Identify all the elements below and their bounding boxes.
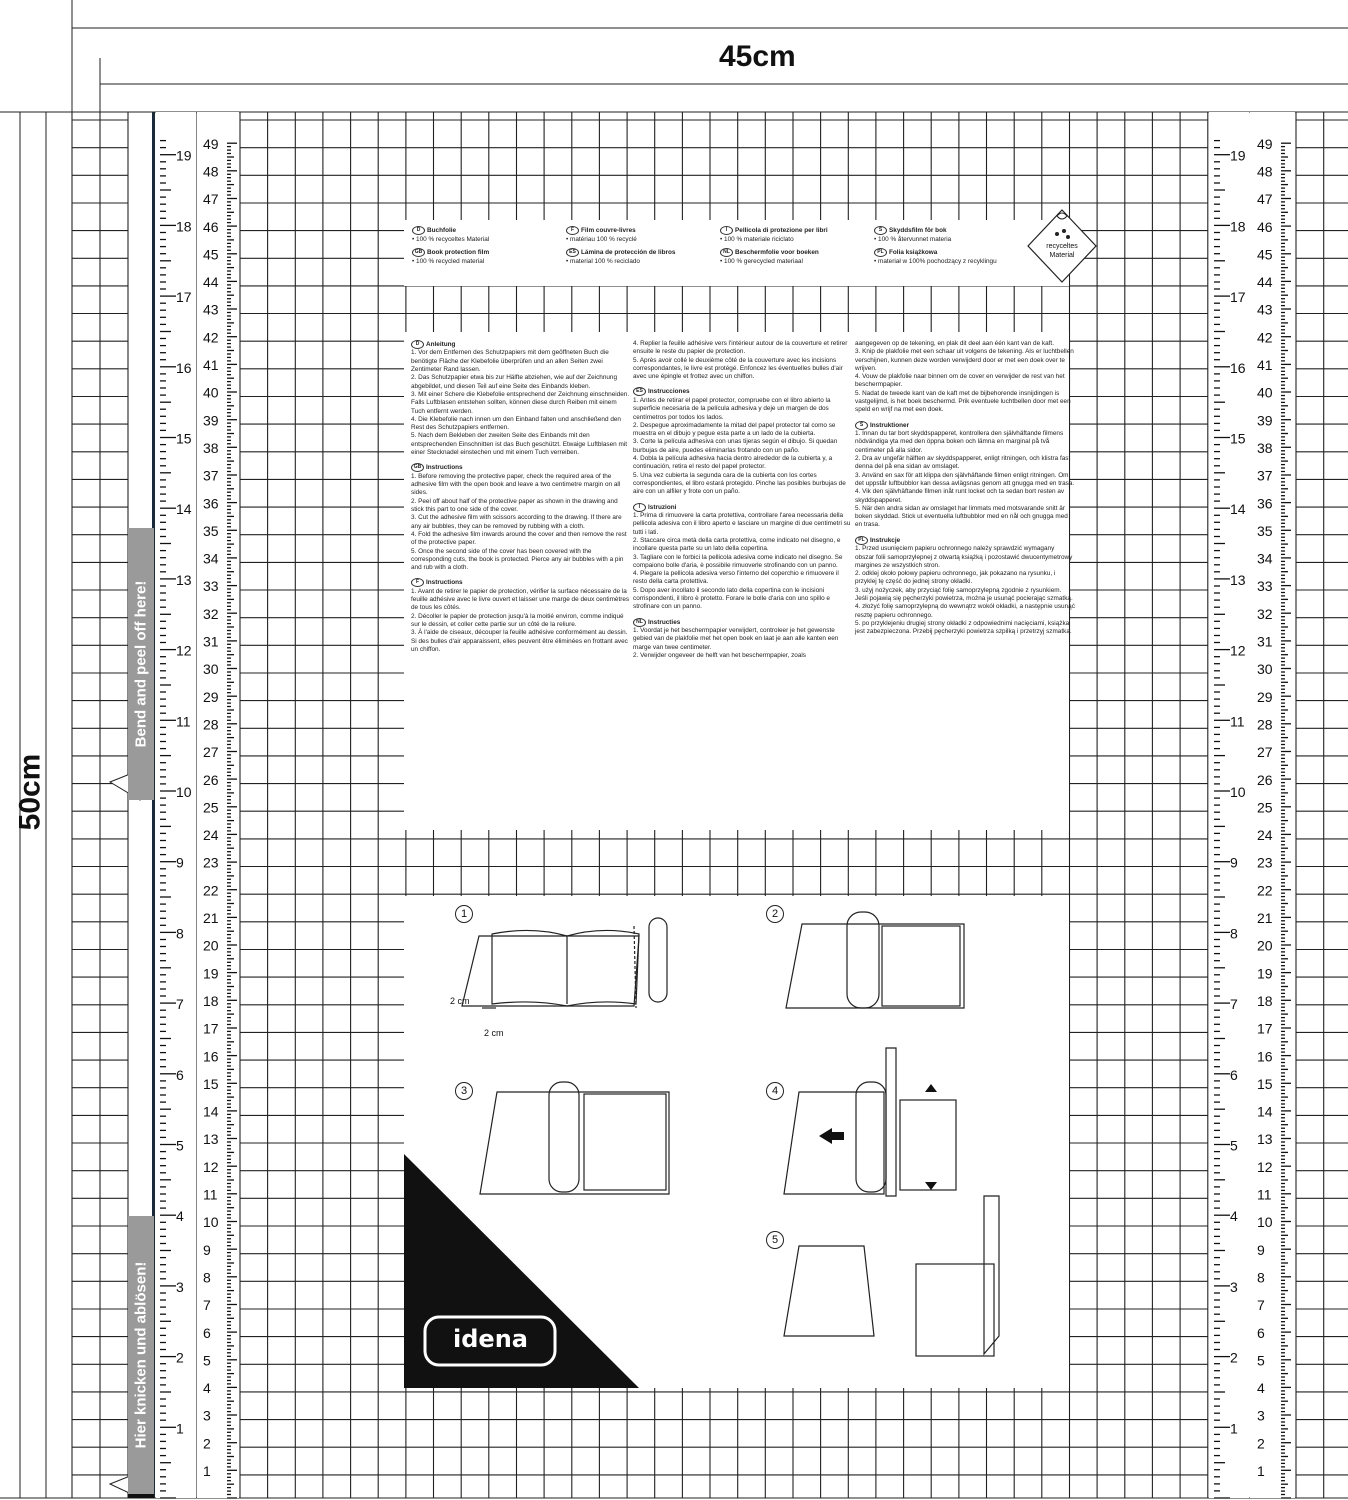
cm-tick-label: 19 [176,147,192,164]
unit-tick-label: 3 [203,1407,211,1424]
product-detail: • matériau 100 % recyclé [566,235,637,243]
product-name-nl [720,248,819,266]
instruction-section [411,578,631,654]
step-2-illustration [786,912,964,1008]
unit-tick-label: 21 [203,910,219,926]
unit-tick-label: 9 [203,1241,211,1258]
instruction-section [855,340,1075,415]
cm-tick-label: 17 [1230,289,1246,306]
margin-label-side: 2 cm [450,996,470,1006]
instruction-title: Instructions [426,579,463,587]
unit-tick-label: 15 [1257,1075,1273,1092]
cm-tick-label: 1 [176,1420,184,1437]
unit-tick-label: 22 [1257,882,1273,899]
unit-tick-label: 32 [203,605,219,622]
unit-tick-label: 25 [1257,799,1273,816]
unit-tick-label: 40 [1257,384,1273,401]
unit-tick-label: 7 [203,1297,211,1314]
instructions-column-1 [411,340,631,654]
unit-tick-label: 1 [1257,1463,1265,1479]
step-5-illustration [784,1196,999,1356]
cm-tick-label: 14 [176,501,192,518]
unit-tick-label: 22 [203,882,219,899]
product-detail: • materiał w 100% pochodzący z recyklingu [874,257,997,265]
product-detail: • 100 % materiale riciclato [720,235,794,243]
language-badge: F [566,226,579,235]
language-badge: D [412,226,425,235]
unit-tick-label: 26 [203,771,219,788]
unit-tick-label: 37 [203,467,219,484]
cm-tick-label: 11 [1230,713,1245,730]
step-1-illustration [462,918,667,1008]
unit-tick-label: 20 [203,937,219,954]
cm-tick-label: 13 [1230,571,1246,588]
language-badge: I [720,226,733,235]
brand-logo [423,1315,558,1367]
step-1-number: 1 [455,905,473,923]
unit-tick-label: 31 [203,633,219,650]
unit-tick-label: 3 [1257,1407,1265,1424]
unit-tick-label: 47 [1257,191,1273,208]
unit-tick-label: 2 [203,1435,211,1452]
unit-tick-label: 46 [1257,218,1273,235]
product-detail: • material 100 % reciclado [566,257,640,265]
step-4-illustration [784,1048,956,1196]
unit-tick-label: 4 [203,1380,211,1396]
unit-tick-label: 5 [203,1352,211,1369]
unit-tick-label: 10 [1257,1214,1273,1231]
instructions-column-3 [855,340,1075,636]
step-5-number: 5 [766,1231,784,1249]
unit-tick-label: 44 [203,274,219,290]
unit-tick-label: 11 [1257,1186,1272,1203]
language-badge: PL [855,536,868,545]
cm-tick-label: 8 [176,925,184,942]
cm-tick-label: 5 [176,1137,184,1154]
unit-tick-label: 42 [1257,329,1273,346]
step-3-number: 3 [455,1082,473,1100]
unit-tick-label: 30 [1257,661,1273,678]
language-badge: GB [411,463,424,472]
language-badge: ES [633,387,646,396]
unit-tick-label: 7 [1257,1297,1265,1314]
unit-tick-label: 18 [203,993,219,1009]
instruction-text: 1. Vor dem Entfernen des Schutzpapiers mit dem geöffneten Buch die benötigte Fläche der Klebefolie überprüfen und an allen Seiten zwei Zentimeter Rand lassen. 2. Das Schutzpapier etwa bis zur Hälfte abziehen, wie auf der Zeichnung abgebildet, und diesen Teil auf eine Seite des Einbands kleben. 3. Mit einer Schere die Klebefolie entsprechend der Zeichnung einschneiden. Falls Luftblasen entstehen sollten, können diese durch Reiben mit einem Tuch entfernt werden. 4. Die Klebefolie nach innen um den Einband falten und anschließend den Rest des Schutzpapiers entfernen. 5. Nach dem Bekleben der zweiten Seite des Einbands mit den entsprechenden Einschnitten ist das Buch geschützt. Etwaige Luftblasen mit einer Stecknadel einstechen und mit einem Tuch verreiben. [411,349,630,457]
unit-tick-label: 43 [1257,301,1273,318]
instruction-title: Anleitung [426,341,456,349]
unit-tick-label: 14 [1257,1103,1273,1120]
language-badge: PL [874,248,887,257]
unit-tick-label: 28 [1257,716,1273,733]
product-name-label: Lámina de protección de libros [581,249,676,257]
width-dimension-label: 45cm [719,40,796,73]
unit-tick-label: 2 [1257,1435,1265,1452]
instruction-section [855,421,1075,530]
unit-tick-label: 36 [1257,495,1273,512]
instruction-text: 1. Antes de retirar el papel protector, compruebe con el libro abierto la superficie necesaria de la película adhesiva y deje un margen de dos centímetros por todos los lados. 2. Despegue aproximadamente la mitad del papel protector tal como se muestra en el dibujo y pegue esta parte a un lado de la cubierta. 3. Corte la película adhesiva con unas tijeras según el dibujo. Si quedan burbujas de aire, puedes eliminarlas frotando con un paño. 4. Dobla la película adhesiva hacia dentro alrededor de la cubierta y, a continuación, retira el resto del papel protector. 5. Una vez cubierta la segunda cara de la cubierta con los cortes correspondientes, el libro estará protegido. Pinche las posibles burbujas de aire con un alfiler y frote con un paño. [633,396,846,496]
unit-tick-label: 17 [1257,1020,1273,1037]
instruction-title: Instrukcje [870,536,901,544]
cm-tick-label: 4 [1230,1208,1238,1225]
peel-strip-german[interactable] [128,1216,154,1494]
product-name-gb [412,248,489,266]
unit-tick-label: 45 [203,246,219,263]
unit-tick-label: 19 [1257,965,1273,982]
instruction-section [633,618,853,661]
unit-tick-label: 10 [203,1214,219,1231]
unit-tick-label: 38 [203,440,219,456]
instruction-section [411,463,631,572]
language-badge: GB [412,248,425,257]
cm-tick-label: 18 [176,218,192,235]
cm-tick-label: 6 [176,1066,184,1083]
unit-tick-label: 13 [203,1131,219,1148]
cm-tick-label: 12 [1230,642,1246,659]
cm-tick-label: 19 [1230,147,1246,164]
cm-tick-label: 10 [176,784,192,800]
unit-tick-label: 26 [1257,771,1273,788]
height-dimension-label: 50cm [13,753,47,831]
product-detail: • 100 % recycled material [412,257,485,265]
unit-tick-label: 42 [203,329,219,346]
product-name-label: Book protection film [427,249,490,257]
cm-tick-label: 16 [1230,359,1246,376]
unit-tick-label: 44 [1257,274,1273,290]
unit-tick-label: 48 [203,163,219,180]
cm-tick-label: 17 [176,289,192,306]
recycle-badge-text [1036,242,1088,260]
unit-tick-label: 12 [203,1158,219,1175]
instruction-text: 1. Voordat je het beschermpapier verwijdert, controleer je het gewenste gebied van de plakfolie met het open boek en laat je aan alle kanten een marge van twee centimeter. 2. Verwijder ongeveer de helft van het beschermpapier, zoals [633,627,839,659]
product-name-s [874,226,951,244]
product-name-label: Folia książkowa [889,249,938,257]
product-name-panel [404,220,1078,286]
unit-tick-label: 49 [1257,135,1273,152]
unit-tick-label: 21 [1257,910,1273,926]
unit-tick-label: 31 [1257,633,1273,650]
product-name-label: Film couvre-livres [581,227,636,235]
cm-tick-label: 7 [1230,996,1238,1013]
instruction-text: aangegeven op de tekening, en plak dit deel aan één kant van de kaft. 3. Knip de plakfolie met een schaar uit volgens de tekening. Als er luchtbellen verschijnen, kunnen deze worden verwijderd door er met een doek over te wrijven. 4. Vouw de plakfolie naar binnen om de cover en verwijder de rest van het beschermpapier. 5. Nadat de tweede kant van de kaft met de bijbehorende insnijdingen is vastgelijmd, is het boek beschermd. Prik eventuele luchtbellen door met een speld en wrijf na met een doek. [855,340,1074,414]
language-badge: ES [566,248,579,257]
product-name-i [720,226,828,244]
unit-tick-label: 25 [203,799,219,816]
product-name-es [566,248,675,266]
unit-tick-label: 20 [1257,937,1273,954]
unit-tick-label: 23 [203,854,219,871]
cm-tick-label: 7 [176,996,184,1013]
unit-tick-label: 5 [1257,1352,1265,1369]
cm-tick-label: 18 [1230,218,1246,235]
unit-tick-label: 12 [1257,1158,1273,1175]
product-name-pl [874,248,997,266]
cm-tick-label: 2 [176,1349,184,1366]
unit-tick-label: 8 [1257,1269,1265,1286]
cm-tick-label: 3 [1230,1278,1238,1295]
language-badge: NL [720,248,733,257]
product-name-label: Buchfolie [427,227,457,235]
unit-tick-label: 43 [203,301,219,318]
cm-tick-label: 9 [1230,854,1238,871]
cm-tick-label: 16 [176,359,192,376]
unit-tick-label: 40 [203,384,219,401]
unit-tick-label: 35 [1257,522,1273,539]
instructions-column-2 [633,340,853,660]
unit-tick-label: 27 [1257,744,1273,761]
unit-tick-label: 46 [203,218,219,235]
peel-instruction-german: Hier knicken und ablösen! [132,1261,150,1449]
unit-tick-label: 38 [1257,440,1273,456]
unit-tick-label: 4 [1257,1380,1265,1396]
cm-tick-label: 12 [176,642,192,659]
unit-tick-label: 30 [203,661,219,678]
instruction-title: Istruzioni [648,503,677,511]
peel-instruction-english: Bend and peel off here! [132,580,150,748]
cm-tick-label: 4 [176,1208,184,1225]
product-name-label: Beschermfolie voor boeken [735,249,819,257]
unit-tick-label: 24 [203,827,219,844]
unit-tick-label: 6 [203,1324,211,1341]
cm-tick-label: 6 [1230,1066,1238,1083]
language-badge: NL [633,618,646,627]
unit-tick-label: 11 [203,1186,218,1203]
unit-tick-label: 27 [203,744,219,761]
unit-tick-label: 37 [1257,467,1273,484]
language-badge: I [633,503,646,512]
product-name-f [566,226,637,244]
unit-tick-label: 14 [203,1103,219,1120]
unit-tick-label: 49 [203,135,219,152]
instruction-title: Instrucciones [648,388,690,396]
product-detail: • 100 % recyceltes Material [412,235,490,243]
margin-label-bottom: 2 cm [484,1028,504,1038]
brand-logo-text: idena [453,1325,528,1353]
instruction-text: 4. Replier la feuille adhésive vers l'intérieur autour de la couverture et retirer ensuite le reste du papier de protection. 5. Après avoir collé le deuxième côté de la couverture avec les incisions correspondantes, le livre est protégé. Enfoncez les éventuelles bulles d'air avec une épingle et frottez avec un chiffon. [633,340,848,381]
instruction-section [633,503,853,612]
cm-tick-label: 3 [176,1278,184,1295]
cm-tick-label: 14 [1230,501,1246,518]
product-name-label: Skyddsfilm för bok [889,227,947,235]
recycle-badge-line2: Material [1049,252,1075,259]
instruction-text: 1. Avant de retirer le papier de protection, vérifier la surface nécessaire de la feuille adhésive avec le livre ouvert et laisser une marge de deux centimètres de tous les côtés. 2. Décoller le papier de protection jusqu'à la moitié environ, comme indiqué sur le dessin, et coller cette partie sur un côté de la reliure. 3. À l'aide de ciseaux, découper la feuille adhésive conformément au dessin. Si des bulles d'air apparaissent, elles peuvent être éliminées en frottant avec un chiffon. [411,587,630,653]
unit-tick-label: 24 [1257,827,1273,844]
unit-tick-label: 33 [1257,578,1273,595]
cm-tick-label: 10 [1230,784,1246,800]
unit-tick-label: 8 [203,1269,211,1286]
unit-tick-label: 9 [1257,1241,1265,1258]
unit-tick-label: 36 [203,495,219,512]
cm-tick-label: 15 [176,430,192,447]
instruction-title: Instruktioner [870,421,910,429]
instruction-text: 1. Innan du tar bort skyddspapperet, kontrollera den självhäftande filmens nödvändiga yta med den öppna boken och lämna en marginal på två centimeter på alla sidor. 2. Dra av ungefär hälften av skyddspapperet, enligt ritningen, och klistra fast denna del på ena sidan av omslaget. 3. Använd en sax för att klippa den självhäftande filmen enligt ritningen. Om det uppstår luftbubblor kan dessa avlägsnas genom att gnugga med en trasa. 4. Vik den självhäftande filmen inåt runt locket och ta sedan bort resten av skyddspapperet. 5. När den andra sidan av omslaget har limmats med motsvarande snitt är boken skyddad. Stick ut eventuella luftbubblor med en nål och gnugga med en trasa. [855,430,1075,529]
instructions-panel [404,332,1075,830]
unit-tick-label: 39 [203,412,219,429]
unit-tick-label: 6 [1257,1324,1265,1341]
unit-tick-label: 35 [203,522,219,539]
unit-tick-label: 17 [203,1020,219,1037]
unit-tick-label: 41 [1257,357,1273,373]
cm-tick-label: 11 [176,713,191,730]
unit-tick-label: 48 [1257,163,1273,180]
unit-tick-label: 39 [1257,412,1273,429]
unit-tick-label: 19 [203,965,219,982]
unit-tick-label: 13 [1257,1131,1273,1148]
unit-tick-label: 34 [1257,550,1273,567]
product-detail: • 100 % gerecycled materiaal [720,257,803,265]
product-name-label: Pellicola di protezione per libri [735,227,828,235]
language-badge: F [411,578,424,587]
instruction-section [855,536,1075,637]
step-3-illustration [480,1082,669,1194]
instruction-text: 1. Before removing the protective paper, check the required area of the adhesive film with the open book and leave a two centimetre margin on all sides. 2. Peel off about half of the protective paper as shown in the drawing and stick this part to one side of the cover. 3. Cut the adhesive film with scissors according to the drawing. If there are any air bubbles, they can be removed by rubbing with a cloth. 4. Fold the adhesive film inwards around the cover and then remove the rest of the protective paper. 5. Once the second side of the cover has been covered with the corresponding cuts, the book is protected. Pierce any air bubbles with a pin and rub with a cloth. [411,472,627,572]
unit-tick-label: 23 [1257,854,1273,871]
unit-tick-label: 28 [203,716,219,733]
product-name-d [412,226,489,244]
peel-strip-english[interactable] [128,528,154,800]
language-badge: D [411,340,424,349]
unit-tick-label: 16 [1257,1048,1273,1065]
cm-tick-label: 1 [1230,1420,1238,1437]
cm-tick-label: 15 [1230,430,1246,447]
instruction-section [633,340,853,381]
unit-tick-label: 15 [203,1075,219,1092]
unit-tick-label: 1 [203,1463,211,1479]
product-detail: • 100 % återvunnet materia [874,235,952,243]
unit-tick-label: 18 [1257,993,1273,1009]
language-badge: S [874,226,887,235]
instruction-section [633,387,853,496]
cm-tick-label: 5 [1230,1137,1238,1154]
unit-tick-label: 29 [1257,688,1273,705]
cm-tick-label: 13 [176,571,192,588]
unit-tick-label: 34 [203,550,219,567]
step-2-number: 2 [766,905,784,923]
unit-tick-label: 29 [203,688,219,705]
cm-tick-label: 2 [1230,1349,1238,1366]
recycle-badge-line1: recyceltes [1046,243,1078,250]
instruction-text: 1. Prima di rimuovere la carta protettiva, controllare l'area necessaria della pellicola adesiva con il libro aperto e lasciare un margine di due centimetri su tutti i lati. 2. Staccare circa metà della carta protettiva, come indicato nel disegno, e incollare questa parte su un lato della copertina. 3. Tagliare con le forbici la pellicola adesiva come indicato nel disegno. Se compaiono bolle d'aria, è possibile rimuoverle strofinando con un panno. 4. Piegare la pellicola adesiva verso l'interno del coperchio e rimuovere il resto della carta protettiva. 5. Dopo aver incollato il secondo lato della copertina con le incisioni corrispondenti, il libro è protetto. Forare le bolle d'aria con uno spillo e strofinare con un panno. [633,512,851,611]
unit-tick-label: 45 [1257,246,1273,263]
language-badge: S [855,421,868,430]
cm-tick-label: 9 [176,854,184,871]
instruction-text: 1. Przed usunięciem papieru ochronnego należy sprawdzić wymagany obszar folii samoprzylepnej z otwartą książką i pozostawić dwucentymetrowy margines ze wszystkich stron. 2. odklej około połowy papieru ochronnego, jak pokazano na rysunku, i przyklej tę część do jednej strony okładki. 3. użyj nożyczek, aby przyciąć folię samoprzylepną zgodnie z rysunkiem. Jeśli pojawią się pęcherzyki powietrza, można je usunąć pocierając szmatką. 4. złożyć folię samoprzylepną do wewnątrz wokół okładki, a następnie usunąć resztę papieru ochronnego. 5. po przyklejeniu drugiej strony okładki z odpowiednimi nacięciami, książka jest zabezpieczona. Przebij pęcherzyki powietrza szpilką i przetrzyj szmatką. [855,545,1075,636]
unit-tick-label: 32 [1257,605,1273,622]
step-4-number: 4 [766,1082,784,1100]
instruction-title: Instructies [648,618,681,626]
unit-tick-label: 33 [203,578,219,595]
unit-tick-label: 16 [203,1048,219,1065]
unit-tick-label: 41 [203,357,219,373]
instruction-title: Instructions [426,464,463,472]
unit-tick-label: 47 [203,191,219,208]
instruction-section [411,340,631,457]
cm-tick-label: 8 [1230,925,1238,942]
